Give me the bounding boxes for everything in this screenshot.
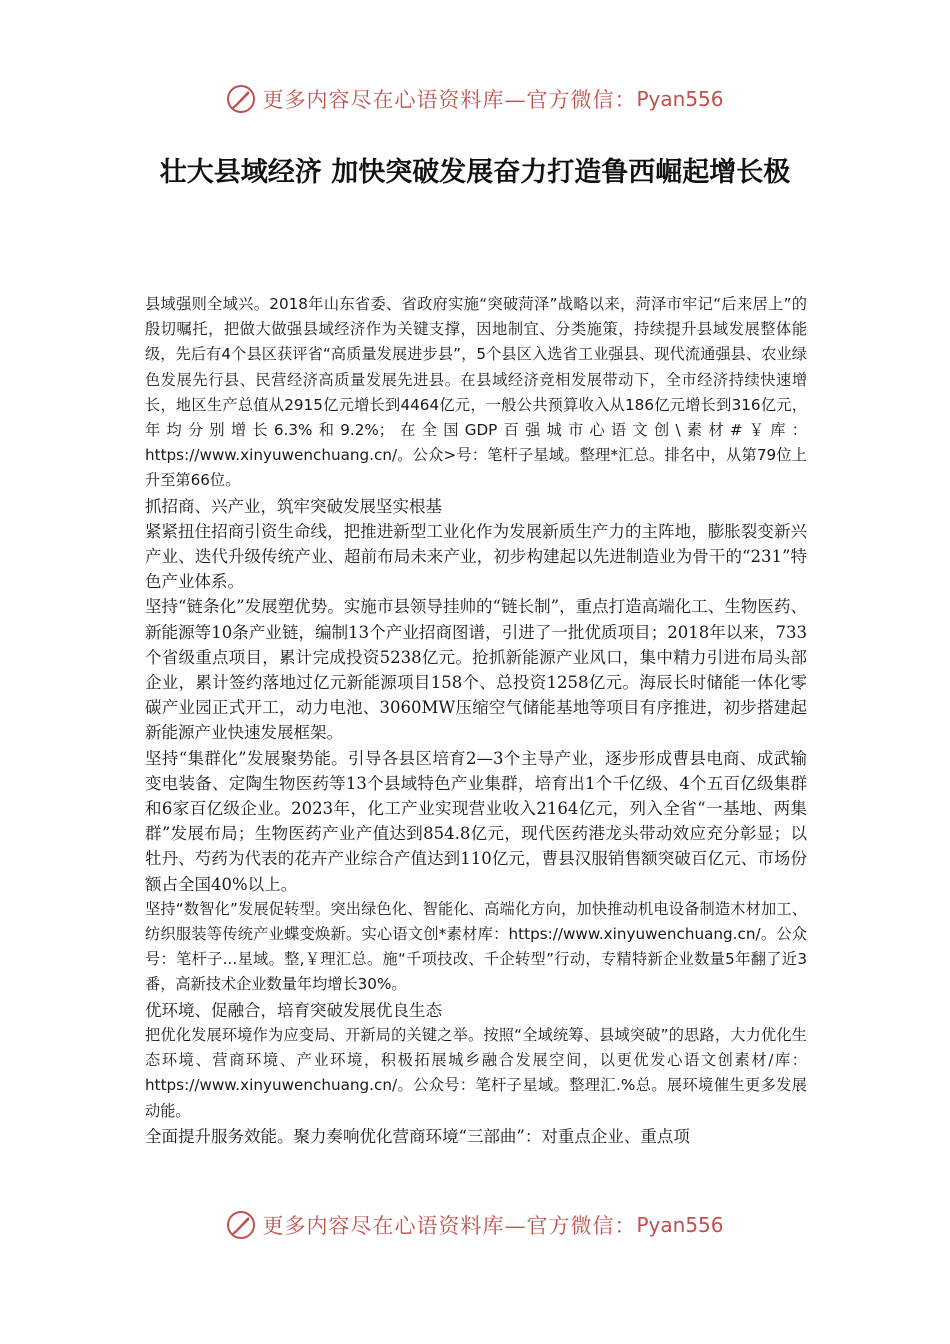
- quill-pen-logo-icon: [226, 84, 256, 114]
- banner-wechat-id: Pyan556: [636, 87, 724, 111]
- paragraph: 全面提升服务效能。聚力奏响优化营商环境“三部曲”：对重点企业、重点项: [145, 1126, 690, 1146]
- section-heading-1: 抓招商、兴产业，筑牢突破发展坚实根基: [145, 496, 442, 516]
- paragraph: 把优化发展环境作为应变局、开新局的关键之举。按照“全域统筹、县域突破”的思路，大力优化生态环境、营商环境、产业环境，积极拓展城乡融合发展空间，以更优发心语文创素材/库：https://www.xinyuwenchuang.cn/。公众号：笔杆子星域。整理汇.%总。展环境催生更多发展动能。: [145, 1025, 807, 1120]
- document-body: [145, 292, 807, 1149]
- paragraph: 紧紧扭住招商引资生命线，把推进新型工业化作为发展新质生产力的主阵地，膨胀裂变新兴产业、迭代升级传统产业、超前布局未来产业，初步构建起以先进制造业为骨干的“231”特色产业体系。: [145, 521, 807, 592]
- paragraph: 坚持“集群化”发展聚势能。引导各县区培育2—3个主导产业，逐步形成曹县电商、成武输变电装备、定陶生物医药等13个县域特色产业集群，培育出1个千亿级、4个五百亿级集群和6家百亿级企业。2023年，化工产业实现营业收入2164亿元，列入全省“一基地、两集群”发展布局；生物医药产业产值达到854.8亿元，现代医药港龙头带动效应充分彰显；以牡丹、芍药为代表的花卉产业综合产值达到110亿元，曹县汉服销售额突破百亿元、市场份额占全国40%以上。: [145, 748, 807, 894]
- banner-text: 更多内容尽在心语资料库—官方微信：: [262, 88, 637, 112]
- section-heading-2: 优环境、促融合，培育突破发展优良生态: [145, 1000, 442, 1020]
- banner-wechat-id: Pyan556: [636, 1213, 724, 1237]
- quill-pen-logo-icon: [226, 1210, 256, 1240]
- document-title: 壮大县域经济 加快突破发展奋力打造鲁西崛起增长极: [159, 157, 791, 188]
- paragraph: 坚持“数智化”发展促转型。突出绿色化、智能化、高端化方向，加快推动机电设备制造木材加工、纺织服装等传统产业蝶变焕新。实心语文创*素材库：https://www.xinyuwenchuang.cn/。公众号：笔杆子...星域。整,￥理汇总。施“千项技改、千企转型”行动，专精特新企业数量5年翻了近3番，高新技术企业数量年均增长30%。: [145, 899, 807, 994]
- banner-text: 更多内容尽在心语资料库—官方微信：: [262, 1214, 637, 1238]
- header-banner: [0, 84, 950, 114]
- paragraph: 坚持“链条化”发展塑优势。实施市县领导挂帅的“链长制”，重点打造高端化工、生物医药、新能源等10条产业链，编制13个产业招商图谱，引进了一批优质项目；2018年以来，733个省级重点项目，累计完成投资5238亿元。抢抓新能源产业风口，集中精力引进布局头部企业，累计签约落地过亿元新能源项目158个、总投资1258亿元。海辰长时储能一体化零碳产业园正式开工，动力电池、3060MW压缩空气储能基地等项目有序推进，初步搭建起新能源产业快速发展框架。: [145, 597, 807, 743]
- paragraph-intro: 县域强则全域兴。2018年山东省委、省政府实施“突破菏泽”战略以来，菏泽市牢记“后来居上”的殷切嘱托，把做大做强县域经济作为关键支撑，因地制宜、分类施策，持续提升县域发展整体能级，先后有4个县区获评省“高质量发展进步县”，5个县区入选省工业强县、现代流通强县、农业绿色发展先行县、民营经济高质量发展先进县。在县域经济竞相发展带动下，全市经济持续快速增长，地区生产总值从2915亿元增长到4464亿元，一般公共预算收入从186亿元增长到316亿元，年均分别增长6.3%和9.2%；在全国GDP百强城市心语文创\素材#￥库：https://www.xinyuwenchuang.cn/。公众>号：笔杆子星域。整理*汇总。排名中，从第79位上升至第66位。: [145, 295, 807, 490]
- footer-banner: [0, 1210, 950, 1240]
